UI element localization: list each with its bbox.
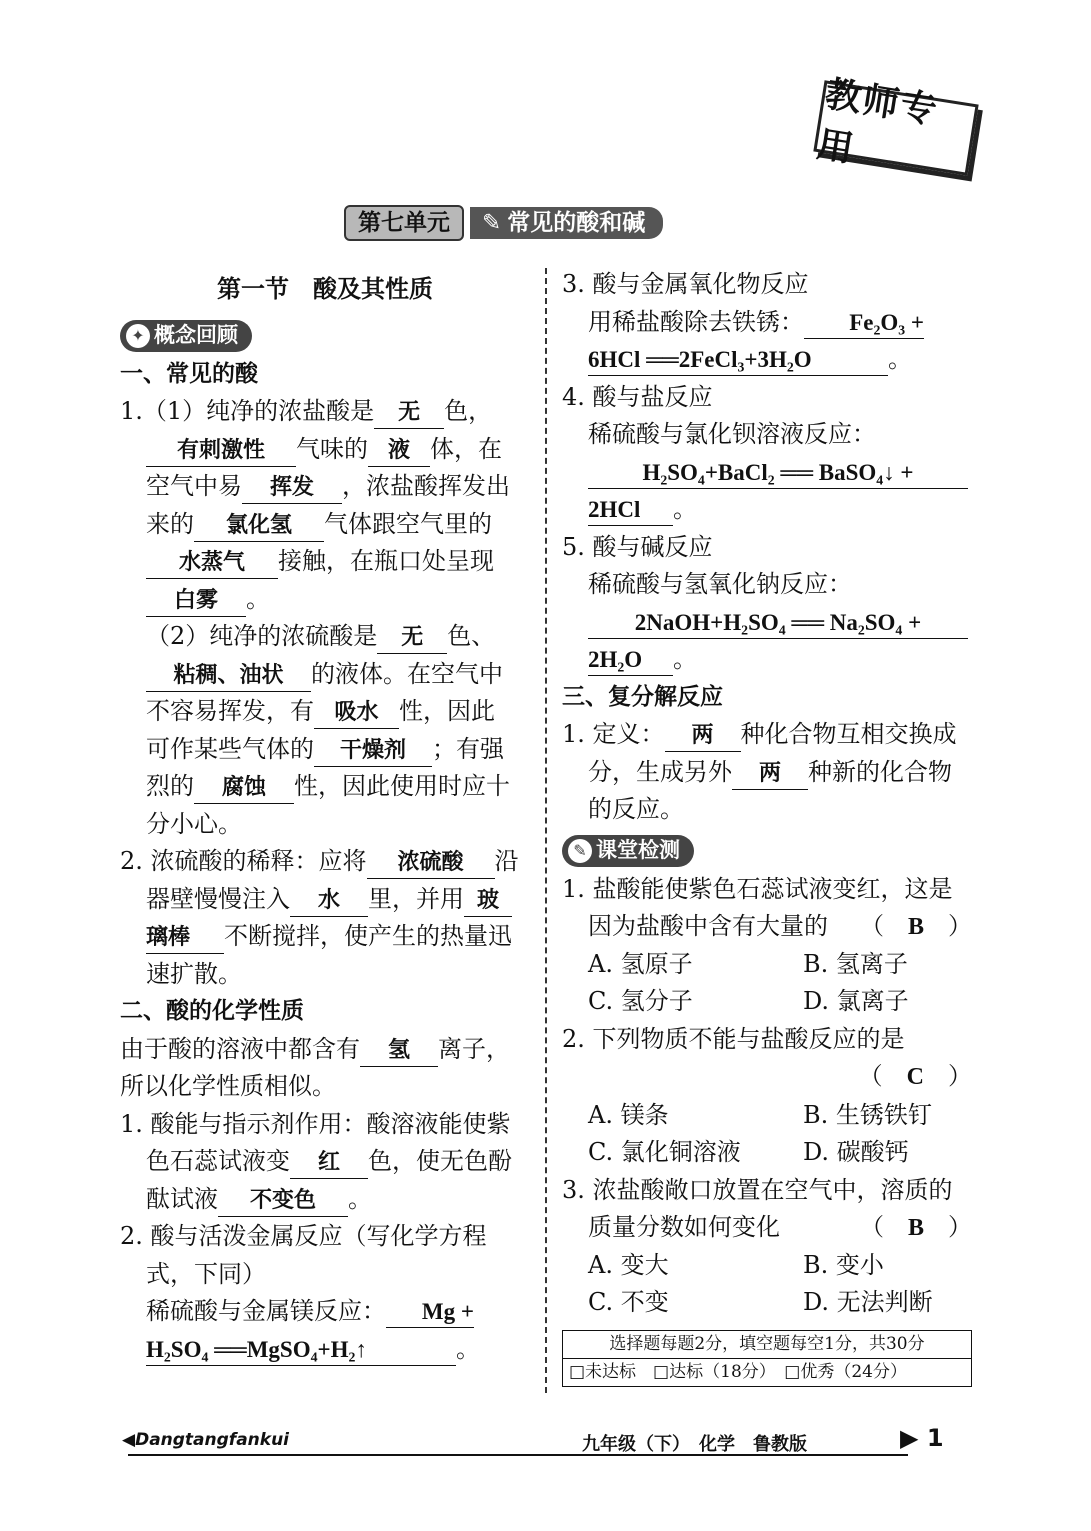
option: D. 碳酸钙 [803,1138,909,1166]
question-2: （ C ） [858,1062,972,1090]
property-2-line: 式，下同） [146,1259,266,1288]
answer-blank: 水 [290,886,368,917]
question-1: 1. 盐酸能使紫色石蕊试液变红，这是 [562,874,953,903]
item-2-line: 璃棒 不断搅拌，使产生的热量迅 [120,918,530,956]
answer-letter: B [907,914,924,940]
item-1-line: 粘稠、油状 的液体。在空气中 [120,656,530,694]
option: C. 不变 [588,1288,669,1316]
answer-blank: 白雾 [146,586,246,617]
answer-blank: 红 [290,1148,368,1179]
option: A. 变大 [588,1250,669,1279]
answer-blank: 粘稠、油状 [146,661,311,692]
property-3-line: 用稀盐酸除去铁锈： Fe₂O₃ + [562,304,972,342]
option: A. 镁条 [588,1100,669,1129]
item-1-line: 空气中易 挥发 ，浓盐酸挥发出 [120,468,530,506]
concept-review-badge [120,320,252,352]
equation-blank: 6HCl ══2FeCl₃+3H₂O [588,345,888,376]
teacher-only-stamp: 教师专用 [813,80,978,176]
item-1-line: （2）纯净的浓硫酸是 无 色、 [120,618,530,656]
property-4-line: 2HCl 。 [562,491,972,529]
definition-line: 的反应。 [588,795,684,823]
class-check-badge [562,835,694,867]
answer-blank: 玻 [464,886,512,917]
intro-line: 由于酸的溶液中都含有 氢 离子， [120,1031,530,1069]
heading-acid-properties: 二、酸的化学性质 [120,998,304,1024]
unit-banner [344,206,663,240]
score-box [562,1330,972,1387]
item-2-line: 2. 浓硫酸的稀释：应将 浓硫酸 沿 [120,843,530,881]
footer-brand: ◀Dangtangfankui [122,1430,290,1450]
answer-blank: 无 [374,398,444,429]
answer-blank: 无 [377,623,447,654]
arrow-right-icon: ▶ [900,1424,919,1452]
answer-blank: 不变色 [218,1186,348,1217]
equation-blank: Mg + [386,1297,474,1328]
option: B. 变小 [803,1250,884,1279]
property-2-line: 稀硫酸与金属镁反应： Mg + [120,1293,530,1331]
property-2-line: 2. 酸与活泼金属反应（写化学方程 [120,1222,487,1250]
item-1-line: 1.（1）纯净的浓盐酸是 无 色， [120,393,530,431]
answer-letter: B [907,1215,924,1241]
unit-title [470,207,663,239]
pen-icon: ✎ [482,210,502,236]
unit-number: 第七单元 [344,205,464,241]
answer-blank: 浓硫酸 [367,848,495,879]
option: D. 氯离子 [803,987,909,1015]
answer-letter: C [906,1064,924,1090]
item-2-line: 速扩散。 [146,959,242,988]
property-5-line: 2H₂O 。 [562,641,972,679]
column-divider [545,268,547,1393]
question-3-options [562,1247,933,1322]
item-1-line: 来的 氯化氢 气体跟空气里的 [120,506,530,544]
property-4-line [562,454,972,492]
option: C. 氯化铜溶液 [588,1138,741,1166]
property-3-line: 3. 酸与金属氧化物反应 [562,270,809,298]
footer-book-info: 九年级（下） 化学 鲁教版 [582,1434,807,1455]
right-column [562,266,972,1387]
property-5-line [562,604,972,642]
unit-title-text: 常见的酸和碱 [507,210,646,236]
equation-blank: 2NaOH+H₂SO₄ ══ Na₂SO₄ + [588,608,968,639]
property-5-line: 稀硫酸与氢氧化钠反应： [588,570,852,598]
property-5-line: 5. 酸与碱反应 [562,532,713,561]
heading-double-decomposition: 三、复分解反应 [562,683,723,710]
property-4-line: 4. 酸与盐反应 [562,382,713,411]
property-1-line: 1. 酸能与指示剂作用：酸溶液能使紫 [120,1109,511,1138]
question-2: 2. 下列物质不能与盐酸反应的是 [562,1024,905,1053]
answer-blank: 水蒸气 [146,548,278,579]
answer-blank: 氢 [360,1036,438,1067]
option: D. 无法判断 [803,1288,933,1316]
lightbulb-icon: ✦ [126,324,150,348]
item-1-line: 烈的 腐蚀 性，因此使用时应十 [120,768,530,806]
answer-blank: 腐蚀 [194,773,294,804]
property-1-line: 酞试液 不变色 。 [120,1181,530,1219]
definition-line: 1. 定义： 两 种化合物互相交换成 [562,716,972,754]
option: B. 氢离子 [803,949,908,978]
item-1-line: 白雾 。 [120,581,530,619]
equation-blank: 2HCl [588,495,673,526]
question-2-options [562,1097,972,1172]
item-1-line: 分小心。 [146,809,242,838]
answer-blank: 有刺激性 [146,436,296,467]
left-column [120,270,530,1368]
section-title: 第一节 酸及其性质 [217,274,433,303]
property-2-line: H₂SO₄ ══MgSO₄+H₂↑ 。 [120,1331,530,1369]
answer-blank: 氯化氢 [194,511,324,542]
answer-blank: 两 [665,721,741,752]
answer-paren: （ B ） [859,1213,972,1241]
item-1-line: 水蒸气 接触，在瓶口处呈现 [120,543,530,581]
answer-blank: 挥发 [242,473,342,504]
item-1-line: 可作某些气体的 干燥剂 ；有强 [120,731,530,769]
property-4-line: 稀硫酸与氯化钡溶液反应： [588,420,876,448]
answer-paren: （ B ） [859,912,972,940]
arrow-left-icon: ◀ [122,1430,136,1450]
definition-line: 分，生成另外 两 种新的化合物 [562,754,972,792]
equation-blank: H₂SO₄ ══MgSO₄+H₂↑ [146,1335,456,1366]
item-1-line: 不容易挥发，有 吸水 性，因此 [120,693,530,731]
pencil-icon: ✎ [568,839,592,863]
answer-blank: 吸水 [314,698,399,729]
answer-blank: 两 [732,759,808,790]
heading-common-acids: 一、常见的酸 [120,360,258,387]
property-3-line: 6HCl ══2FeCl₃+3H₂O 。 [562,341,972,379]
option: B. 生锈铁钉 [803,1100,932,1129]
equation-blank: 2H₂O [588,645,673,676]
answer-blank: 璃棒 [146,923,224,954]
equation-blank: Fe₂O₃ + [804,308,924,339]
answer-blank: 干燥剂 [314,736,432,767]
score-levels[interactable]: □未达标 □达标（18分） □优秀（24分） [569,1361,907,1382]
item-2-line: 器壁慢慢注入 水 里，并用 玻 [120,881,530,919]
question-3: 质量分数如何变化 （ B ） [562,1209,972,1247]
property-1-line: 色石蕊试液变 红 色，使无色酚 [120,1143,530,1181]
option: C. 氢分子 [588,987,693,1015]
score-rule: 选择题每题2分，填空题每空1分，共30分 [563,1331,971,1359]
question-1-options [562,946,909,1021]
equation-blank: H₂SO₄+BaCl₂ ══ BaSO₄↓ + [588,458,968,489]
badge-label: 课堂检测 [596,837,680,862]
page-number: ▶ 1 [900,1424,944,1452]
intro-line: 所以化学性质相似。 [120,1072,336,1100]
question-3: 3. 浓盐酸敞口放置在空气中，溶质的 [562,1175,953,1204]
option: A. 氢原子 [588,949,693,978]
badge-label: 概念回顾 [154,322,238,347]
answer-blank: 液 [368,436,430,467]
item-1-line: 有刺激性 气味的 液 体，在 [120,431,530,469]
question-1: 因为盐酸中含有大量的 （ B ） [562,908,972,946]
